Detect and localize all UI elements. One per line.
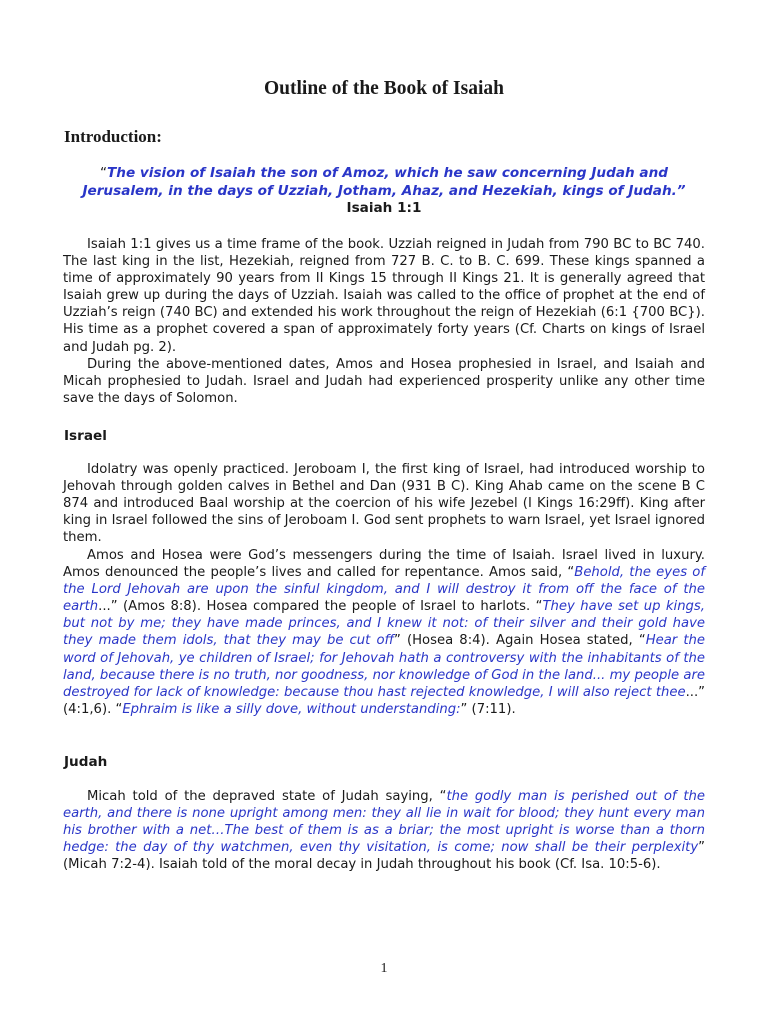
judah-paragraph-1 (63, 788, 705, 873)
israel-text-3: ” (Hosea 8:4). Again Hosea stated, “ (394, 633, 646, 649)
israel-text-1: Amos and Hosea were God’s messengers during the time of Isaiah. Israel lived in luxury. Amos denounced the people’s lives and called for repentance. Amos said, “ (63, 548, 705, 581)
hosea-quote-1: They have set up kings, but not by me; they have made princes, and I knew it not: of their silver and their gold have they made them idols, that they may be cut off (63, 599, 705, 649)
israel-paragraph-1: Idolatry was openly practiced. Jeroboam I, the first king of Israel, had introduced worship to Jehovah through golden calves in Bethel and Dan (931 B C). King Ahab came on the scene B C 874 and introduced Baal worship at the coercion of his wife Jezebel (I Kings 16:29ff). King after king in Israel followed the sins of Jeroboam I. God sent prophets to warn Israel, yet Israel ignored them. (63, 462, 705, 546)
hosea-quote-2: Hear the word of Jehovah, ye children of Israel; for Jehovah hath a controversy with the inhabitants of the land, because there is no truth, nor goodness, nor knowledge of God in the land... my people are destroyed for lack of knowledge: because thou hast rejected knowledge, I will also reject thee (63, 633, 705, 700)
micah-quote: the godly man is perished out of the earth, and there is none upright among men: they all lie in wait for blood; they hunt every man his brother with a net…The best of them is as a briar; the most upright is worse than a thorn hedge: the day of thy watchmen, even thy visitation, is come; now shall be their perplexity (63, 789, 705, 856)
page-title: Outline of the Book of Isaiah (264, 78, 504, 99)
epigraph (63, 165, 705, 218)
introduction-heading: Introduction: (64, 127, 162, 146)
page-number: 1 (380, 961, 388, 976)
israel-paragraph-2 (63, 547, 705, 718)
israel-text-4: ...” (4:1,6). “ (63, 684, 705, 717)
hosea-quote-3: Ephraim is like a silly dove, without understanding: (122, 701, 461, 717)
israel-heading: Israel (64, 428, 107, 444)
epigraph-quote: The vision of Isaiah the son of Amoz, which he saw concerning Judah and Jerusalem, in the days of Uzziah, Jotham, Ahaz, and Hezekiah, kings of Judah.” (82, 165, 686, 199)
intro-paragraph-2: During the above-mentioned dates, Amos and Hosea prophesied in Israel, and Isaiah and Micah prophesied to Judah. Israel and Judah had experienced prosperity unlike any other time save the days of Solomon. (63, 357, 705, 407)
document-page (63, 0, 705, 1024)
intro-paragraph-1: Isaiah 1:1 gives us a time frame of the book. Uzziah reigned in Judah from 790 BC to BC 740. The last king in the list, Hezekiah, reigned from 727 B. C. to B. C. 699. These kings spanned a time of approximately 90 years from II Kings 15 through II Kings 21. It is generally agreed that Isaiah grew up during the days of Uzziah. Isaiah was called to the office of prophet at the end of Uzziah’s reign (740 BC) and extended his work throughout the reign of Hezekiah (6:1 {700 BC}). His time as a prophet covered a span of approximately forty years (Cf. Charts on kings of Israel and Judah pg. 2). (63, 237, 705, 355)
amos-quote: Behold, the eyes of the Lord Jehovah are upon the sinful kingdom, and I will destroy it from off the face of the earth (63, 565, 705, 615)
israel-text-5: ” (7:11). (460, 701, 516, 717)
judah-text-1: Micah told of the depraved state of Judah saying, “ (87, 789, 447, 804)
epigraph-reference: Isaiah 1:1 (346, 200, 422, 216)
judah-text-2: ” (Micah 7:2-4). Isaiah told of the moral decay in Judah throughout his book (Cf. Isa. 10:5-6). (63, 840, 705, 873)
epigraph-open-quote: “ (99, 165, 108, 181)
judah-heading: Judah (64, 754, 108, 770)
israel-text-2: ...” (Amos 8:8). Hosea compared the people of Israel to harlots. “ (98, 599, 543, 615)
